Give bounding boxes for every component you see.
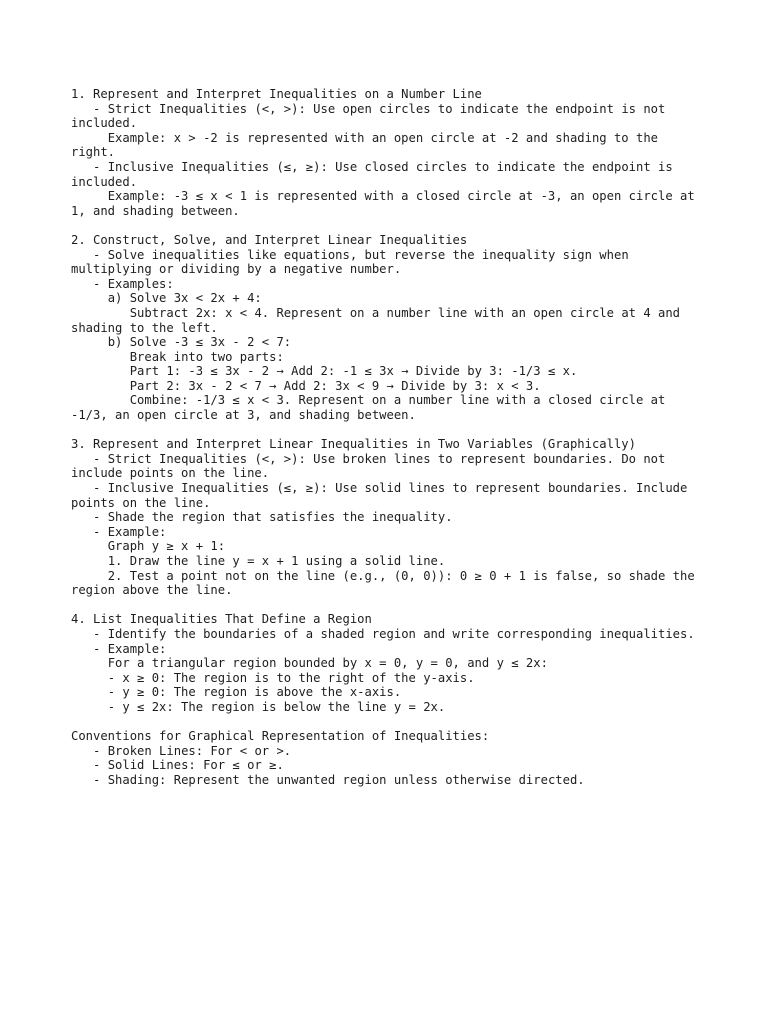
text-line: - Inclusive Inequalities (≤, ≥): Use closed circles to indicate the endpoint is included. (71, 159, 681, 189)
text-line: - x ≥ 0: The region is to the right of the y-axis. (71, 670, 475, 685)
text-line: - Identify the boundaries of a shaded region and write corresponding inequalities. (71, 626, 695, 641)
text-line: b) Solve -3 ≤ 3x - 2 < 7: (71, 335, 292, 350)
text-line: - Strict Inequalities (<, >): Use broken lines to represent boundaries. Do not include points on the line. (71, 451, 673, 481)
text-line: Graph y ≥ x + 1: (71, 539, 226, 554)
blank-line (71, 598, 701, 613)
text-line: Part 2: 3x - 2 < 7 → Add 2: 3x < 9 → Divide by 3: x < 3. (71, 378, 541, 393)
text-line: For a triangular region bounded by x = 0, y = 0, and y ≤ 2x: (71, 656, 548, 671)
text-line: - Examples: (71, 276, 174, 291)
text-line: - Example: (71, 641, 167, 656)
text-line: - Shading: Represent the unwanted region unless otherwise directed. (71, 772, 585, 787)
text-line: - Shade the region that satisfies the inequality. (71, 510, 453, 525)
blank-line (71, 423, 701, 438)
text-line: Part 1: -3 ≤ 3x - 2 → Add 2: -1 ≤ 3x → Divide by 3: -1/3 ≤ x. (71, 364, 578, 379)
text-line: - Broken Lines: For < or >. (71, 743, 292, 758)
document-body (71, 87, 701, 788)
text-line: - Strict Inequalities (<, >): Use open circles to indicate the endpoint is not included. (71, 101, 673, 131)
text-line: - Inclusive Inequalities (≤, ≥): Use solid lines to represent boundaries. Include points on the line. (71, 481, 695, 510)
text-line: - y ≥ 0: The region is above the x-axis. (71, 685, 402, 700)
text-line: a) Solve 3x < 2x + 4: (71, 291, 262, 306)
blank-line (71, 715, 701, 730)
text-line: Combine: -1/3 ≤ x < 3. Represent on a number line with a closed circle at -1/3, an open circle at 3, and shading between. (71, 393, 673, 423)
text-line: 2. Test a point not on the line (e.g., (0, 0)): 0 ≥ 0 + 1 is false, so shade the region above the line. (71, 568, 703, 598)
text-line: - Example: (71, 524, 167, 539)
text-line: - Solid Lines: For ≤ or ≥. (71, 758, 284, 773)
text-line: Break into two parts: (71, 349, 284, 364)
text-line: - Solve inequalities like equations, but reverse the inequality sign when multiplying or dividing by a negative number. (71, 247, 636, 277)
text-line: 1. Represent and Interpret Inequalities on a Number Line (71, 87, 482, 101)
text-line: 2. Construct, Solve, and Interpret Linear Inequalities (71, 232, 468, 247)
blank-line (71, 218, 701, 233)
text-line: 3. Represent and Interpret Linear Inequalities in Two Variables (Graphically) (71, 437, 636, 452)
text-line: 4. List Inequalities That Define a Region (71, 612, 372, 627)
text-line: 1. Draw the line y = x + 1 using a solid line. (71, 554, 446, 568)
text-line: Conventions for Graphical Representation of Inequalities: (71, 729, 490, 744)
text-line: Example: x > -2 is represented with an open circle at -2 and shading to the right. (71, 130, 666, 160)
text-line: - y ≤ 2x: The region is below the line y = 2x. (71, 699, 446, 714)
text-line: Subtract 2x: x < 4. Represent on a number line with an open circle at 4 and shading to the left. (71, 305, 688, 335)
text-line: Example: -3 ≤ x < 1 is represented with a closed circle at -3, an open circle at 1, and shading between. (71, 189, 703, 218)
